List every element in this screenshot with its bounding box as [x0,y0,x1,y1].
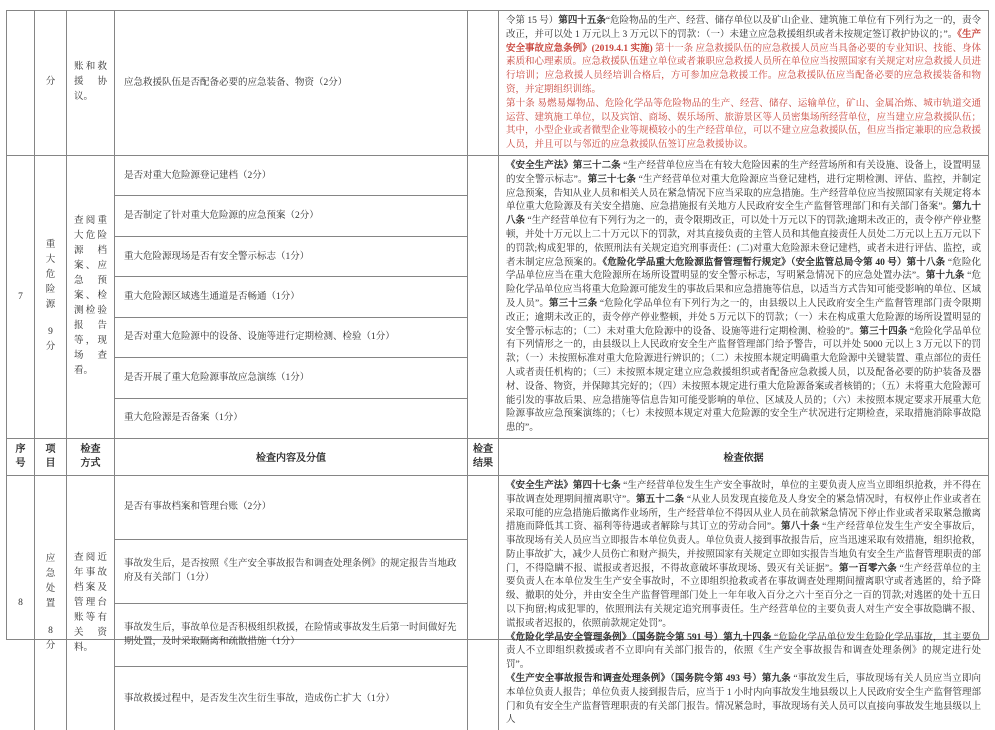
basis-segment: 第五十二条 [636,494,685,505]
row7-result-cell [468,156,499,438]
row8-method-label: 查阅近年事故档案及管理台账等有关资料。 [74,552,107,653]
basis-segment: “危险化学品单位有下列情形之一的，由县级以上人民政府安全生产监督管理部门给予警告，可以并处 5000 元以上 3 万元以下的罚款；（一）未按照标准对重大危险源进行辨识的；（二）未按照本规定明确重大危险源中关键装置、重点部位的责任人或者责任机构的；（三）未按照本规定建立应急救援组织或者配备应急救援人员，以及配备必要的防护装备及器材、设备、物资，并保障其完好的；（四）未按照本规定进行重大危险源备案或者核销的；（五）未将重大危险源可能引发的事故后果、应急措施等信息告知可能受影响的单位、区域及人员的；（六）未按照本规定要求开展重大危险源事故应急预案演练的；（七）未按照本规定对重大危险源的安全生产状况进行定期检查，采取措施消除事故隐患的”。 [506,326,982,434]
header-cell-method [67,439,115,475]
basis-segment: 《危险化学品重大危险源监督管理暂行规定》（安全监管总局令第 40 号）第十八条 [602,257,946,268]
row8-method-cell [67,476,115,730]
basis-paragraph [506,480,981,632]
check-item: 是否制定了针对重大危险源的应急预案（2分） [115,196,467,236]
basis-segment: “危险化学品单位有下列行为之一的，由县级以上人民政府安全生产监督管理部门责令限期改正；逾期未改正的，责令停产停业整顿，并处 5 万元以下的罚款；（一）未在构成重大危险源的场所设置明显的安全警示标志的；（二）未对重大危险源中的设备、设施等进行定期检测、检验的”。 [506,298,982,337]
row8-project-cell [35,476,67,730]
basis-segment: 第三十四条 [859,326,908,337]
row8-check-items [115,476,468,730]
basis-segment: “生产经营单位有下列行为之一的，责令限期改正，可以处十万元以下的罚款;逾期未改正的，责令停产停业整顿，并处十万元以上二十万元以下的罚款，对其直接负责的主管人员和其他直接责任人员处二万元以上五万元以下的罚款;构成犯罪的，依照刑法有关规定追究刑事责任：(二)对重大危险源未登记建档，或者未进行评估、监控，或者未制定应急预案的。 [506,216,982,268]
row8-basis-text [499,476,988,730]
row7 [7,156,988,439]
row7-project-label: 重大危险源 [45,240,56,311]
basis-segment: 《生产安全事故报告和调查处理条例》（国务院令第 493 号）第九条 [506,674,791,685]
check-item: 事故发生后，事故单位是否积极组织救援，在险情或事故发生后第一时间做好先期处置，及时采取隔离和疏散措施（1分） [115,604,467,668]
row7-project-cell [35,156,67,438]
basis-paragraph [506,632,981,673]
basis-segment: “生产经营单位对重大危险源应当登记建档，进行定期检测、评估、监控，并制定应急预案，告知从业人员和相关人员在紧急情况下应当采取的应急措施。生产经营单位应当按照国家有关规定将本单位重大危险源及有关安全措施、应急措施报有关地方人民政府安全生产监督管理部门和有关部门备案”。 [506,174,982,213]
row6-method-label: 账和救援协议。 [74,62,107,103]
row7-method-cell [67,156,115,438]
row7-check-items [115,156,468,438]
header-label-basis: 检查依据 [723,453,764,465]
basis-segment: 第四十五条 [558,16,606,26]
basis-segment: 第十九条 [925,271,965,282]
row6-basis-cell [499,11,988,155]
check-item: 重大危险源区域逃生通道是否畅通（1分） [115,277,467,317]
header-label-seq: 序号 [15,443,26,469]
row6-basis-text [499,11,988,155]
basis-paragraph [506,673,981,728]
basis-segment: “事故发生后，事故现场有关人员应当立即向本单位负责人报告；单位负责人接到报告后，应当于 1 小时内向事故发生地县级以上人民政府安全生产监督管理部门和负有安全生产监督管理职责的有关部门报告。情况紧急时，事故现场有关人员可以直接向事故发生地县级以上人 [506,674,982,726]
basis-segment: “生产经营单位的主要负责人在本单位发生生产安全事故时，不立即组织抢救或者在事故调查处理期间擅离职守或者逃匿的，给予降级、撤职的处分，并由安全生产监督管理部门处上一年年收入百分之六十至百分之一百的罚款;对逃匿的处十五日以下拘留;构成犯罪的，依照刑法有关规定追究刑事责任。生产经营单位的主要负责人对生产安全事故隐瞒不报、谎报或者迟报的，依照前款规定处罚”。 [506,563,982,629]
row8-project-label: 应急处置 [45,554,56,610]
table-header [7,439,988,476]
row8-result-cell [468,476,499,730]
basis-segment: “危险化学品单位应当将重大危险源可能发生的事故后果和应急措施等信息，以适当方式告知可能受影响的单位、区域及人员”。 [506,271,982,309]
row6-result-cell [468,11,499,155]
basis-segment: 《危险化学品安全管理条例》（国务院令第 591 号）第九十四条 [506,632,772,643]
basis-segment: 第九十八条 [506,202,981,227]
check-item: 应急救援队伍是否配备必要的应急装备、物资（2分） [124,77,348,88]
basis-segment: “生产经营单位发生生产安全事故后，事故现场有关人员应当立即报告本单位负责人。单位负责人接到事故报告后，应当迅速采取有效措施，组织抢救，防止事故扩大，减少人员伤亡和财产损失，并按照国家有关规定立即如实报告当地负有安全生产监督管理职责的部门，不得隐瞒不报、谎报或者迟报，不得故意破坏事故现场、毁灭有关证据”。 [506,522,982,574]
row6-project-label: 分 [45,77,56,88]
row7-basis-cell [499,156,988,438]
basis-segment: 第一百零六条 [838,563,897,574]
row6-seq-cell [7,11,35,155]
basis-segment: 《安全生产法》第四十七条 [506,480,621,491]
check-item: 事故救援过程中，是否发生次生衍生事故，造成伤亡扩大（1分） [124,693,395,704]
row8-seq-cell [7,476,35,730]
header-cell-content [115,439,468,475]
basis-segment: “危险化学品单位应当在重大危险源所在场所设置明显的安全警示标志，写明紧急情况下的应急处置办法”。 [506,257,981,282]
basis-segment: “危险化学品单位发生危险化学品事故，其主要负责人不立即组织救援或者不立即向有关部门报告的，依照《生产安全事故报告和调查处理条例》的规定进行处罚”。 [506,632,981,671]
header-label-content: 检查内容及分值 [256,453,326,465]
basis-segment-highlight: 第十一条 应急救援队伍的应急救援人员应当具备必要的专业知识、技能、身体素质和心理素质。应急救援队伍建立单位或者兼职应急救援人员所在单位应当按照国家有关规定对应急救援人员进行培训；应急救援人员经培训合格后，方可参加应急救援工作。应急救援队伍应当配备必要的应急救援装备和物资，并定期组织训练。 [506,43,982,95]
row6-method-cell [67,11,115,155]
basis-segment-highlight: 《生产安全事故应急条例》(2019.4.1 实施) [506,29,981,54]
check-item: 是否对重大危险源中的设备、设施等进行定期检测、检验（1分） [115,318,467,358]
check-item: 是否开展了重大危险源事故应急演练（1分） [115,358,467,398]
check-item: 重大危险源是否备案（1分） [124,413,243,424]
row7-project-score: 9分 [45,327,56,353]
basis-segment: “生产经营单位发生生产安全事故时，单位的主要负责人应当立即组织抢救，并不得在事故调查处理期间擅离职守”。 [506,480,981,505]
row7-seq-cell [7,156,35,438]
basis-segment: 第三十七条 [587,174,637,185]
basis-segment-highlight: 第十条 易燃易爆物品、危险化学品等危险物品的生产、经营、储存、运输单位，矿山、金属冶炼、城市轨道交通运营、建筑施工单位，以及宾馆、商场、娱乐场所、旅游景区等人员密集场所经营单位，应当建立应急救援队伍；其中，小型企业或者微型企业等规模较小的生产经营单位，可以不建立应急救援队伍，但应当指定兼职的应急救援人员，并且可以与邻近的应急救援队伍签订应急救援协议。 [506,98,982,151]
header-cell-seq [7,439,35,475]
basis-segment: 《安全生产法》第三十二条 [506,160,621,171]
basis-segment: 令第 15 号） [506,16,559,26]
basis-segment: 第三十三条 [549,298,598,309]
basis-segment: “生产经营单位应当在有较大危险因素的生产经营场所和有关设施、设备上，设置明显的安全警示标志”。 [506,160,981,185]
row6-project-cell [35,11,67,155]
header-label-method: 检查方式 [80,443,101,469]
inspection-table [6,10,989,726]
check-item: 是否对重大危险源登记建档（2分） [115,156,467,196]
row8-seq: 8 [18,598,23,609]
check-item: 事故发生后，是否按照《生产安全事故报告和调查处理条例》的规定报告当地政府及有关部门（1分） [115,540,467,604]
row8 [7,476,988,730]
row8-basis-cell [499,476,988,730]
row7-method-label: 查阅重大危险源档案、应急预案、检测检验报告等，现场查看。 [74,216,107,377]
row6-check-items [115,11,468,155]
row7-seq: 7 [18,291,23,302]
header-label-result: 检查结果 [473,443,493,469]
row6-continued [7,11,988,156]
header-label-project: 项目 [45,443,56,469]
row7-basis-text [499,156,988,438]
basis-segment: “从业人员发现直接危及人身安全的紧急情况时，有权停止作业或者在采取可能的应急措施后撤离作业场所，生产经营单位不得因从业人员在前款紧急情况下停止作业或者采取紧急撤离措施而降低其工资、福利等待遇或者解除与其订立的劳动合同”。 [506,494,982,533]
row8-project-score: 8分 [45,626,56,652]
header-cell-basis [499,439,988,475]
check-item: 重大危险源现场是否有安全警示标志（1分） [115,237,467,277]
header-cell-project [35,439,67,475]
basis-segment: “危险物品的生产、经营、储存单位以及矿山企业、建筑施工单位有下列行为之一的，责令改正，并可以处 1 万元以上 3 万元以下的罚款：（一）未建立应急救援组织或者未按规定签订救护协议的；”。 [506,16,981,40]
header-cell-result [468,439,499,475]
check-item: 是否有事故档案和管理台账（2分） [115,476,467,540]
basis-segment: 第八十条 [780,522,820,533]
